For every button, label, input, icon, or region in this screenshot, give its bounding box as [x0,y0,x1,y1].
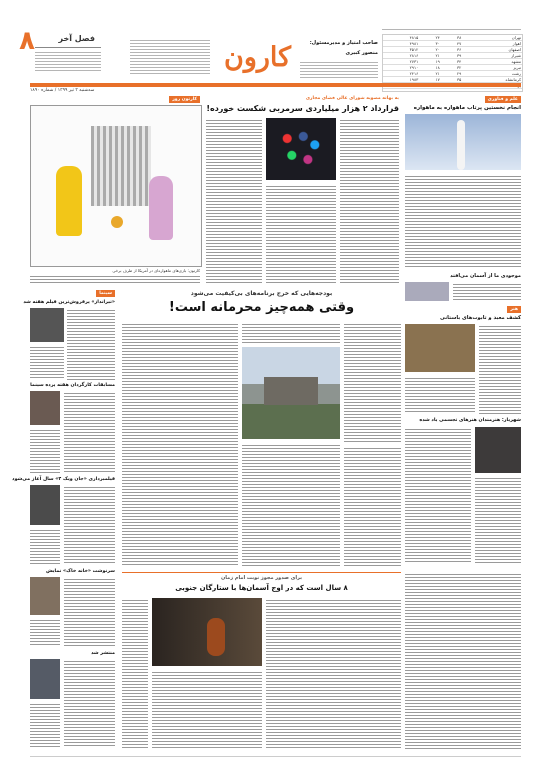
art-body-1b [405,376,475,414]
app-icons [278,128,324,170]
market-cell-v1: ۳۴ [441,59,463,65]
cartoon-image [30,105,202,267]
top-body-right [340,118,399,283]
tech-thumb [405,282,449,301]
cinema-headline-3: فیلمبرداری «جان ویک ۴» سال آغاز می‌شود [12,477,115,482]
cinema-body-2b [30,428,60,473]
cartoon-coin [111,216,123,228]
market-cell-v2: ۲۰ [419,47,441,53]
cinema-photo-4 [30,577,60,615]
bottom-story [122,572,401,752]
tech-column [405,96,521,301]
date-line: سه‌شنبه ۳ تیر ۱۳۹۹ / شماره ۱۸۹۰ [30,88,95,93]
market-cell-city: شیراز [462,53,522,59]
cinema-body-1b [30,345,64,380]
market-cell-v3: ۱۹۸۳ [383,77,419,83]
market-cell-v1: ۳۶ [441,47,463,53]
cinema-body-4 [64,577,115,647]
market-cell-v2: ۱۸ [419,65,441,71]
market-cell-v1: ۲۹ [441,71,463,77]
market-cell-city: رشت [462,71,522,77]
art-body-2b [475,476,521,564]
market-cell-v2: ۲۴ [419,35,441,41]
building-shape [264,377,318,405]
art-subhead: شهریار: هنرمندان هنرهای تجسمی یاد شده [419,418,521,423]
cartoon-figure-right [149,176,173,240]
page-label-box [35,33,101,48]
market-cell-city: تهران [462,35,522,41]
market-cell-v3: ۴۸۱۵ [383,35,419,41]
tech-body-2 [453,282,521,301]
market-cell-v2: ۲۱ [419,71,441,77]
cinema-photo-5 [30,659,60,699]
cinema-body-4b [30,618,60,647]
bottom-body-right [266,598,401,750]
market-cell-v1: ۴۷ [441,41,463,47]
cartoon-machines [91,126,151,206]
artist-photo [475,427,521,473]
market-cell-v3: ۲۸۱۶ [383,53,419,59]
market-cell-city: اصفهان [462,47,522,53]
cinema-photo-3 [30,485,60,525]
cinema-photo-2 [30,391,60,425]
main-lead-right [344,322,401,442]
top-article [206,96,399,286]
section-tag-tech: علم و فناوری [485,96,521,103]
building-photo [242,347,340,439]
owner-label: صاحب امتیاز و مدیرمسئول: [309,40,378,46]
cinema-body-3b [30,528,60,565]
cinema-headline-1: «تیرانداز» پرفروش‌ترین فیلم هفته شد [23,300,115,305]
section-name: فصل آخر [58,34,95,43]
apps-photo [266,118,336,180]
market-cell-v3: ۲۴۱۶ [383,71,419,77]
market-cell-v1: ۳۹ [441,53,463,59]
market-cell-v2: ۱۷ [419,77,441,83]
market-cell-v2: ۲۱ [419,53,441,59]
top-body-left [206,118,262,283]
main-headline: وقتی همه‌چیز محرمانه است! [168,300,355,315]
market-cell-v3: ۳۵۱۲ [383,47,419,53]
main-body-left [122,322,238,566]
violin-shape [207,618,225,656]
art-body-1 [479,324,521,414]
art-body-2 [405,427,471,564]
market-cell-city: کرمانشاه [462,77,522,83]
market-cell-v2: ۱۹ [419,59,441,65]
market-cell-v3: ۴۹۸۱ [383,41,419,47]
main-lead-mid [242,322,340,344]
cinema-body-5 [64,659,115,747]
market-cell-v3: ۲۹۱۰ [383,65,419,71]
market-cell-v1: ۳۵ [441,77,463,83]
bottom-rule [122,572,401,573]
market-cell-v3: ۲۷۳۱ [383,59,419,65]
tech-subhead: موجودی ما از آسمان می‌افتد [450,273,521,279]
cartoon-box [30,96,200,286]
cinema-column [12,290,115,750]
cartoon-caption-rest [30,274,200,284]
market-cell-v1: ۳۸ [441,35,463,41]
cinema-body-3 [64,485,115,565]
main-kicker: بودجه‌هایی که خرج برنامه‌های بی‌کیفیت می‌شود [190,290,333,297]
rocket-photo [405,114,521,170]
bottom-body-left [152,670,262,750]
main-body-mid [242,443,340,566]
page-teaser [35,50,101,72]
section-tag-cinema: سینما [96,290,115,297]
section-tag-cartoon: کارتون روز [169,96,200,103]
cinema-body-1 [67,308,115,380]
art-column [405,306,521,566]
main-body-right [344,446,401,566]
newspaper-logo: کارون [224,42,291,73]
cinema-body-5b [30,702,60,747]
page-frame-bottom [30,756,521,757]
art-headline: کشف معبد و تابوت‌های باستانی [439,315,521,321]
masthead [0,0,533,94]
tech-headline: انجام نخستین پرتاب ماهواره به ماهواره [413,105,521,111]
cinema-photo-1 [30,308,64,342]
masthead-rule [30,83,521,87]
top-body-mid [266,184,336,283]
bottom-right-column [405,572,521,752]
market-cell-city: اهواز [462,41,522,47]
cartoon-figure-left [56,166,82,236]
cinema-body-2 [64,391,115,473]
bottom-headline: ۸ سال است که در اوج آسمان‌ها با ستارگان جنوبی [175,584,348,592]
market-cell-city: تبریز [462,65,522,71]
main-story [122,290,401,568]
masthead-contact [130,38,210,74]
market-cell-v2: ۳۰ [419,41,441,47]
market-cell-v1: ۳۲ [441,65,463,71]
rocket-trail [457,120,465,170]
top-kicker: به بهانه مصوبه شورای عالی فضای مجازی [305,96,399,101]
coffin-photo [405,324,475,372]
bottom-right-body [405,572,521,750]
cinema-headline-4: سرنوشت «خانه خاک» نمایش [45,569,115,574]
owner-name: منصور کبیری [345,50,378,56]
top-headline: قرارداد ۲ هزار میلیاردی سرمربی شکست خورده! [206,104,399,113]
tech-body [405,174,521,269]
page-number: ۸ [19,26,35,56]
violinist-photo [152,598,262,666]
masthead-meta [300,60,378,78]
bottom-body-leftcol [122,598,148,750]
section-tag-art: هنر [507,306,521,313]
bottom-kicker: برای صدور مجوز نوبت امام زمان [220,575,303,581]
market-cell-city: مشهد [462,59,522,65]
masthead-top-strip-text [382,27,521,31]
cinema-headline-5: منتشر شد [91,651,115,656]
cartoon-caption: کارتون: بازی‌های ماهواره‌ای در آمریکا از طرف برخی [112,268,200,273]
cinema-headline-2: مسابقات کارگردان هفته پرده سینما [30,383,115,388]
